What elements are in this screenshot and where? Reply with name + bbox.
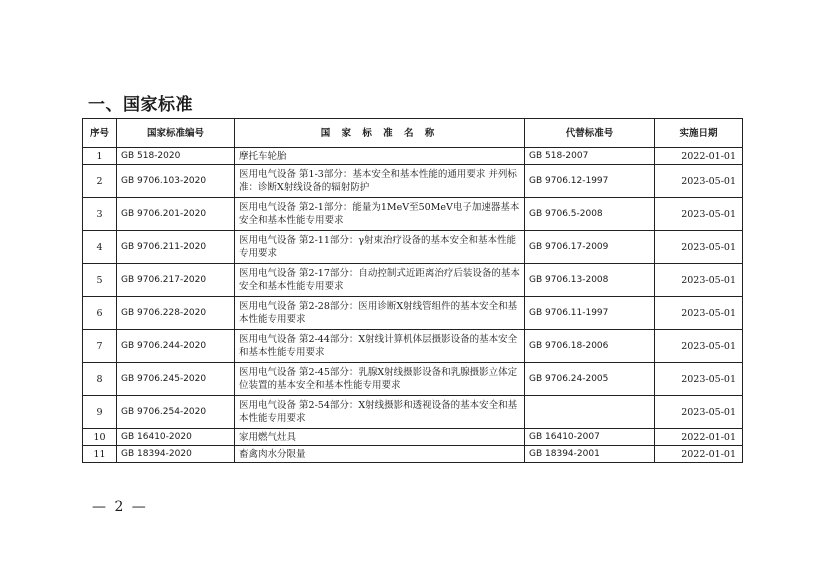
table-row: [83, 231, 743, 264]
cell-replaces: GB 9706.12-1997: [525, 165, 655, 198]
header-replaces: 代替标准号: [525, 119, 655, 148]
cell-no: 5: [83, 264, 117, 297]
cell-code: GB 16410-2020: [117, 429, 235, 446]
cell-name: 医用电气设备 第2-54部分：X射线摄影和透视设备的基本安全和基本性能专用要求: [235, 396, 525, 429]
cell-name: 医用电气设备 第2-45部分：乳腺X射线摄影设备和乳腺摄影立体定位装置的基本安全和基本性能专用要求: [235, 363, 525, 396]
cell-date: 2023-05-01: [655, 165, 743, 198]
table-row: [83, 446, 743, 463]
header-code: 国家标准编号: [117, 119, 235, 148]
cell-no: 1: [83, 148, 117, 165]
cell-replaces: GB 9706.18-2006: [525, 330, 655, 363]
page-number: — 2 —: [92, 499, 148, 515]
cell-date: 2023-05-01: [655, 297, 743, 330]
header-name: 国 家 标 准 名 称: [235, 119, 525, 148]
cell-no: 9: [83, 396, 117, 429]
cell-name: 医用电气设备 第1-3部分：基本安全和基本性能的通用要求 并列标准：诊断X射线设备的辐射防护: [235, 165, 525, 198]
cell-no: 3: [83, 198, 117, 231]
national-standards-table: [82, 118, 743, 463]
table-row: [83, 198, 743, 231]
cell-replaces: GB 9706.5-2008: [525, 198, 655, 231]
cell-date: 2022-01-01: [655, 429, 743, 446]
cell-date: 2022-01-01: [655, 148, 743, 165]
cell-name: 家用燃气灶具: [235, 429, 525, 446]
cell-code: GB 18394-2020: [117, 446, 235, 463]
cell-no: 11: [83, 446, 117, 463]
cell-code: GB 9706.228-2020: [117, 297, 235, 330]
cell-code: GB 9706.254-2020: [117, 396, 235, 429]
cell-date: 2023-05-01: [655, 198, 743, 231]
cell-code: GB 9706.201-2020: [117, 198, 235, 231]
cell-code: GB 9706.244-2020: [117, 330, 235, 363]
cell-date: 2023-05-01: [655, 330, 743, 363]
cell-replaces: GB 9706.17-2009: [525, 231, 655, 264]
cell-replaces: GB 16410-2007: [525, 429, 655, 446]
cell-replaces: GB 9706.24-2005: [525, 363, 655, 396]
cell-no: 8: [83, 363, 117, 396]
cell-replaces: GB 9706.13-2008: [525, 264, 655, 297]
cell-date: 2023-05-01: [655, 363, 743, 396]
cell-replaces: GB 9706.11-1997: [525, 297, 655, 330]
cell-no: 7: [83, 330, 117, 363]
section-heading: 一、国家标准: [88, 95, 193, 115]
cell-name: 医用电气设备 第2-11部分：γ射束治疗设备的基本安全和基本性能专用要求: [235, 231, 525, 264]
cell-replaces: GB 518-2007: [525, 148, 655, 165]
cell-name: 医用电气设备 第2-17部分：自动控制式近距离治疗后装设备的基本安全和基本性能专用要求: [235, 264, 525, 297]
table-row: [83, 264, 743, 297]
cell-name: 医用电气设备 第2-44部分：X射线计算机体层摄影设备的基本安全和基本性能专用要求: [235, 330, 525, 363]
table-row: [83, 396, 743, 429]
cell-code: GB 9706.217-2020: [117, 264, 235, 297]
cell-name: 畜禽肉水分限量: [235, 446, 525, 463]
cell-replaces: [525, 396, 655, 429]
table-row: [83, 429, 743, 446]
table-row: [83, 363, 743, 396]
cell-code: GB 9706.245-2020: [117, 363, 235, 396]
cell-no: 10: [83, 429, 117, 446]
table-row: [83, 330, 743, 363]
cell-no: 2: [83, 165, 117, 198]
cell-date: 2023-05-01: [655, 396, 743, 429]
table-row: [83, 148, 743, 165]
cell-replaces: GB 18394-2001: [525, 446, 655, 463]
cell-name: 医用电气设备 第2-1部分：能量为1MeV至50MeV电子加速器基本安全和基本性能专用要求: [235, 198, 525, 231]
table-row: [83, 297, 743, 330]
cell-date: 2023-05-01: [655, 264, 743, 297]
cell-name: 摩托车轮胎: [235, 148, 525, 165]
cell-code: GB 9706.211-2020: [117, 231, 235, 264]
table-row: [83, 165, 743, 198]
cell-date: 2023-05-01: [655, 231, 743, 264]
cell-code: GB 9706.103-2020: [117, 165, 235, 198]
cell-name: 医用电气设备 第2-28部分：医用诊断X射线管组件的基本安全和基本性能专用要求: [235, 297, 525, 330]
header-date: 实施日期: [655, 119, 743, 148]
cell-no: 4: [83, 231, 117, 264]
header-no: 序号: [83, 119, 117, 148]
cell-code: GB 518-2020: [117, 148, 235, 165]
cell-no: 6: [83, 297, 117, 330]
table-header-row: [83, 119, 743, 148]
cell-date: 2022-01-01: [655, 446, 743, 463]
